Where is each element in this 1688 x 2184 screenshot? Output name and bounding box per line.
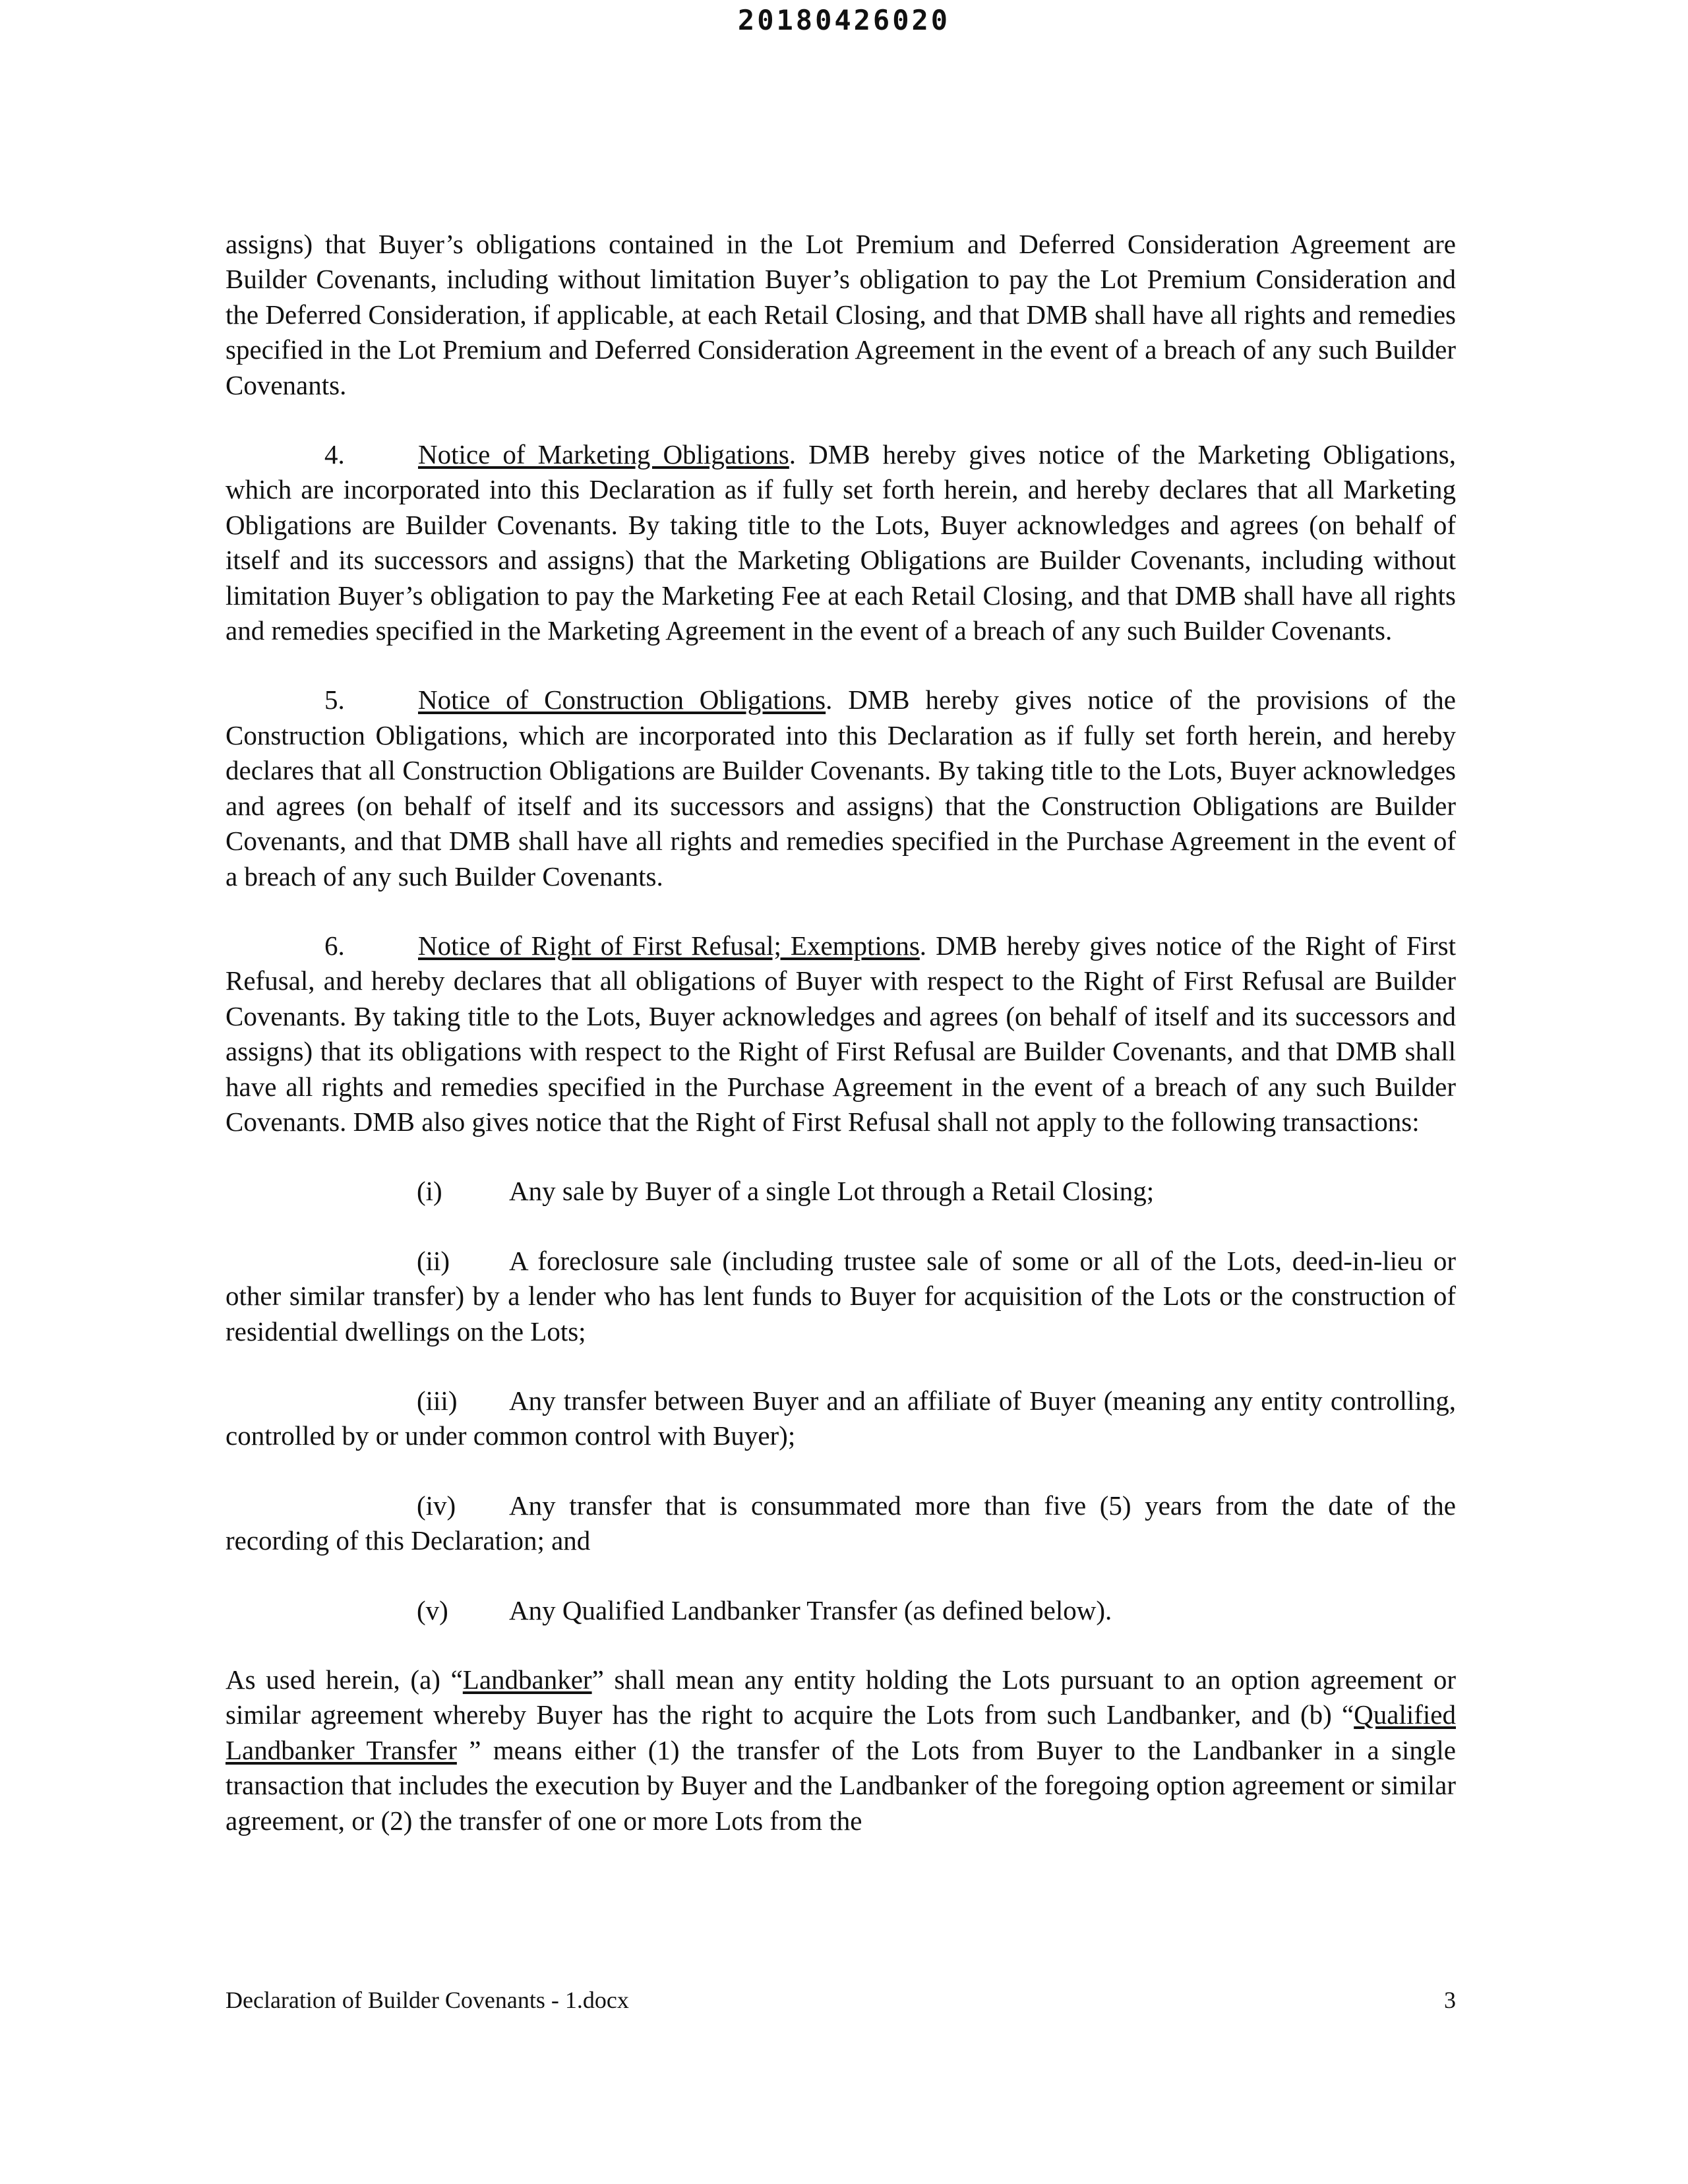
list-item-text: Any Qualified Landbanker Transfer (as defined below). (509, 1594, 1112, 1625)
list-item-iv (226, 1488, 1456, 1559)
page-footer (226, 1985, 1456, 2015)
section-heading: Notice of Marketing Obligations (418, 439, 789, 470)
section-text: . DMB hereby gives notice of the provisions of the Construction Obligations, which are incorporated into this Declaration as if fully set forth herein, and hereby declares that all Construction Obligations are Builder Covenants. By taking title to the Lots, Buyer acknowledges and agrees (on behalf of itself and its successors and assigns) that the Construction Obligations are Builder Covenants, and that DMB shall have all rights and remedies specified in the Purchase Agreement in the event of a breach of any such Builder Covenants. (226, 684, 1457, 892)
defined-term-landbanker: Landbanker (462, 1664, 592, 1695)
section-text: . DMB hereby gives notice of the Right of First Refusal, and hereby declares that all obligations of Buyer with respect to the Right of First Refusal are Builder Covenants. By taking title to the Lots, Buyer acknowledges and agrees (on behalf of itself and its successors and assigns) that its obligations with respect to the Right of First Refusal are Builder Covenants, and that DMB shall have all rights and remedies specified in the Purchase Agreement in the event of a breach of any such Builder Covenants. DMB also gives notice that the Right of First Refusal shall not apply to the following transactions: (226, 930, 1456, 1137)
list-item-marker: (ii) (417, 1245, 450, 1276)
section-number: 5. (324, 684, 345, 715)
footer-filename: Declaration of Builder Covenants - 1.docx (226, 1987, 629, 2013)
list-item-ii (226, 1244, 1456, 1349)
section-heading: Notice of Construction Obligations (418, 684, 826, 715)
list-item-marker: (v) (417, 1594, 448, 1625)
list-item-text: Any transfer between Buyer and an affiliate of Buyer (meaning any entity controlling, controlled by or under common control with Buyer); (226, 1385, 1456, 1451)
section-6 (226, 928, 1456, 1139)
section-4 (226, 437, 1456, 648)
section-5 (226, 682, 1456, 894)
list-item-marker: (iii) (417, 1385, 458, 1416)
section-number: 4. (324, 439, 345, 470)
list-item-marker: (i) (417, 1176, 442, 1207)
document-body (226, 227, 1456, 1838)
list-item-marker: (iv) (417, 1490, 456, 1521)
list-item-text: A foreclosure sale (including trustee sale of some or all of the Lots, deed-in-lieu or other similar transfer) by a lender who has lent funds to Buyer for acquisition of the Lots or the construction of residential dwellings on the Lots; (226, 1245, 1456, 1347)
section-number: 6. (324, 930, 345, 961)
page-number: 3 (1444, 1987, 1456, 2013)
document-number: 20180426020 (737, 4, 951, 36)
list-item-text: Any sale by Buyer of a single Lot through a Retail Closing; (509, 1176, 1155, 1207)
list-item-i (226, 1174, 1456, 1209)
section-heading: Notice of Right of First Refusal; Exemptions (418, 930, 920, 961)
definition-text: As used herein, (a) “ (226, 1664, 463, 1695)
continuation-paragraph: assigns) that Buyer’s obligations contained in the Lot Premium and Deferred Consideration Agreement are Builder Covenants, including without limitation Buyer’s obligation to pay the Lot Premium Consideration and the Deferred Consideration, if applicable, at each Retail Closing, and that DMB shall have all rights and remedies specified in the Lot Premium and Deferred Consideration Agreement in the event of a breach of any such Builder Covenants. (226, 229, 1456, 400)
definitions-paragraph (226, 1662, 1456, 1838)
list-item-iii (226, 1383, 1456, 1454)
defined-term-qualified-landbanker-transfer: Qualified Landbanker Transfer (226, 1699, 1456, 1765)
definition-text: ” shall mean any entity holding the Lots pursuant to an option agreement or similar agreement whereby Buyer has the right to acquire the Lots from such Landbanker, and (b) “ (226, 1664, 1456, 1730)
section-text: . DMB hereby gives notice of the Marketing Obligations, which are incorporated into this Declaration as if fully set forth herein, and hereby declares that all Marketing Obligations are Builder Covenants. By taking title to the Lots, Buyer acknowledges and agrees (on behalf of itself and its successors and assigns) that the Marketing Obligations are Builder Covenants, including without limitation Buyer’s obligation to pay the Marketing Fee at each Retail Closing, and that DMB shall have all rights and remedies specified in the Marketing Agreement in the event of a breach of any such Builder Covenants. (226, 439, 1456, 646)
list-item-text: Any transfer that is consummated more than five (5) years from the date of the recording of this Declaration; and (226, 1490, 1456, 1556)
definition-text: ” means either (1) the transfer of the Lots from Buyer to the Landbanker in a single transaction that includes the execution by Buyer and the Landbanker of the foregoing option agreement or similar agreement, or (2) the transfer of one or more Lots from the (226, 1734, 1456, 1836)
list-item-v (226, 1593, 1456, 1628)
